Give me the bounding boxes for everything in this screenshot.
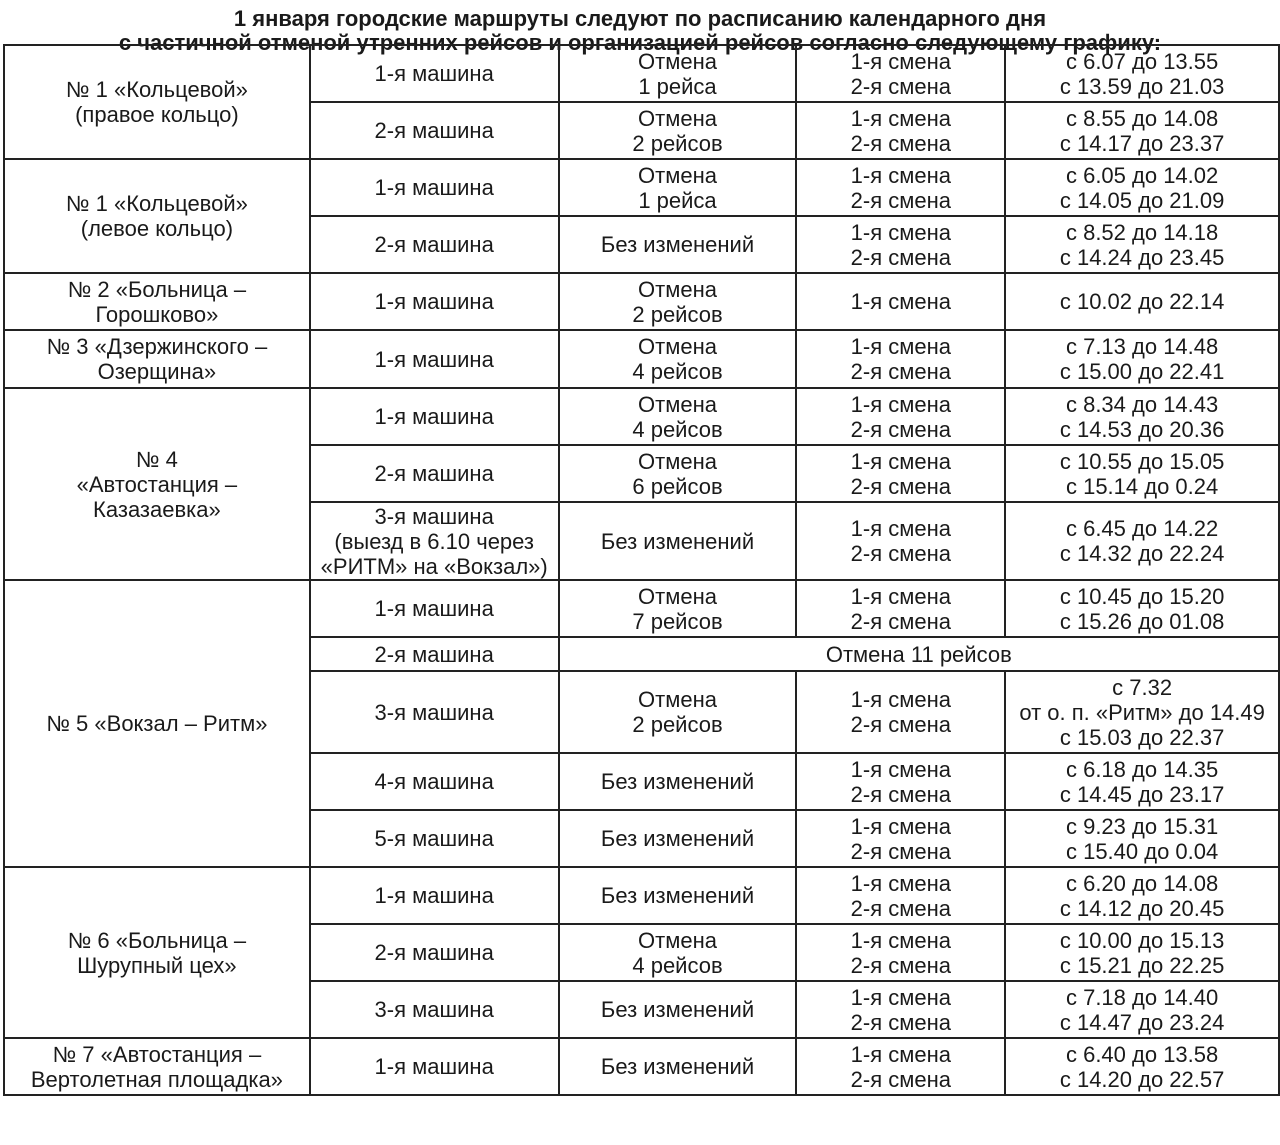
trip-change-cell: Без изменений: [559, 216, 797, 273]
trip-change-cell: Отмена 4 рейсов: [559, 388, 797, 445]
trip-change-cell: Отмена 6 рейсов: [559, 445, 797, 502]
schedule-row: [4, 273, 1279, 330]
route-name-cell: № 1 «Кольцевой» (правое кольцо): [4, 45, 310, 159]
vehicle-cell: 1-я машина: [310, 273, 559, 330]
time-range-cell: с 7.13 до 14.48 с 15.00 до 22.41: [1005, 330, 1279, 388]
shift-cell: 1-я смена 2-я смена: [796, 216, 1005, 273]
trip-change-cell: Отмена 4 рейсов: [559, 924, 797, 981]
shift-cell: 1-я смена 2-я смена: [796, 753, 1005, 810]
shift-cell: 1-я смена 2-я смена: [796, 388, 1005, 445]
schedule-row: [4, 388, 1279, 445]
shift-cell: 1-я смена 2-я смена: [796, 810, 1005, 867]
schedule-table: [3, 44, 1280, 1096]
trip-change-cell: Отмена 7 рейсов: [559, 580, 797, 637]
trip-change-cell: Без изменений: [559, 753, 797, 810]
vehicle-cell: 1-я машина: [310, 867, 559, 924]
time-range-cell: с 7.32 от о. п. «Ритм» до 14.49 с 15.03 до 22.37: [1005, 671, 1279, 753]
vehicle-cell: 4-я машина: [310, 753, 559, 810]
shift-cell: 1-я смена 2-я смена: [796, 102, 1005, 159]
schedule-row: [4, 580, 1279, 637]
route-name-cell: № 3 «Дзержинского – Озерщина»: [4, 330, 310, 388]
shift-cell: 1-я смена 2-я смена: [796, 330, 1005, 388]
header-line-1: 1 января городские маршруты следуют по расписанию календарного дня: [233, 6, 1047, 31]
route-name-cell: № 5 «Вокзал – Ритм»: [4, 580, 310, 867]
time-range-cell: с 6.20 до 14.08 с 14.12 до 20.45: [1005, 867, 1279, 924]
vehicle-cell: 1-я машина: [310, 159, 559, 216]
time-range-cell: с 6.45 до 14.22 с 14.32 до 22.24: [1005, 502, 1279, 580]
time-range-cell: с 10.45 до 15.20 с 15.26 до 01.08: [1005, 580, 1279, 637]
header-line-2: с частичной отменой утренних рейсов и организацией рейсов согласно следующему графику:: [118, 30, 1162, 55]
shift-cell: 1-я смена 2-я смена: [796, 159, 1005, 216]
vehicle-cell: 1-я машина: [310, 580, 559, 637]
time-range-cell: с 10.00 до 15.13 с 15.21 до 22.25: [1005, 924, 1279, 981]
route-name-cell: № 2 «Больница – Горошково»: [4, 273, 310, 330]
vehicle-cell: 2-я машина: [310, 637, 559, 671]
time-range-cell: с 10.55 до 15.05 с 15.14 до 0.24: [1005, 445, 1279, 502]
vehicle-cell: 5-я машина: [310, 810, 559, 867]
trip-change-cell: Отмена 2 рейсов: [559, 273, 797, 330]
vehicle-cell: 3-я машина (выезд в 6.10 через «РИТМ» на «Вокзал»): [310, 502, 559, 580]
time-range-cell: с 6.40 до 13.58 с 14.20 до 22.57: [1005, 1038, 1279, 1095]
shift-cell: 1-я смена 2-я смена: [796, 502, 1005, 580]
time-range-cell: с 8.52 до 14.18 с 14.24 до 23.45: [1005, 216, 1279, 273]
shift-cell: 1-я смена 2-я смена: [796, 981, 1005, 1038]
route-name-cell: № 7 «Автостанция – Вертолетная площадка»: [4, 1038, 310, 1095]
cancellation-note-cell: Отмена 11 рейсов: [559, 637, 1279, 671]
vehicle-cell: 2-я машина: [310, 924, 559, 981]
trip-change-cell: Отмена 4 рейсов: [559, 330, 797, 388]
time-range-cell: с 6.07 до 13.55 с 13.59 до 21.03: [1005, 45, 1279, 102]
shift-cell: 1-я смена 2-я смена: [796, 924, 1005, 981]
time-range-cell: с 6.18 до 14.35 с 14.45 до 23.17: [1005, 753, 1279, 810]
shift-cell: 1-я смена: [796, 273, 1005, 330]
schedule-row: [4, 159, 1279, 216]
time-range-cell: с 6.05 до 14.02 с 14.05 до 21.09: [1005, 159, 1279, 216]
trip-change-cell: Отмена 1 рейса: [559, 45, 797, 102]
schedule-row: [4, 867, 1279, 924]
time-range-cell: с 10.02 до 22.14: [1005, 273, 1279, 330]
vehicle-cell: 1-я машина: [310, 45, 559, 102]
vehicle-cell: 2-я машина: [310, 216, 559, 273]
vehicle-cell: 1-я машина: [310, 1038, 559, 1095]
vehicle-cell: 3-я машина: [310, 671, 559, 753]
trip-change-cell: Отмена 1 рейса: [559, 159, 797, 216]
vehicle-cell: 1-я машина: [310, 388, 559, 445]
shift-cell: 1-я смена 2-я смена: [796, 580, 1005, 637]
vehicle-cell: 3-я машина: [310, 981, 559, 1038]
route-name-cell: № 6 «Больница – Шурупный цех»: [4, 867, 310, 1038]
time-range-cell: с 8.34 до 14.43 с 14.53 до 20.36: [1005, 388, 1279, 445]
route-name-cell: № 1 «Кольцевой» (левое кольцо): [4, 159, 310, 273]
schedule-row: [4, 330, 1279, 388]
shift-cell: 1-я смена 2-я смена: [796, 445, 1005, 502]
schedule-row: [4, 45, 1279, 102]
time-range-cell: с 9.23 до 15.31 с 15.40 до 0.04: [1005, 810, 1279, 867]
vehicle-cell: 2-я машина: [310, 445, 559, 502]
trip-change-cell: Без изменений: [559, 867, 797, 924]
trip-change-cell: Отмена 2 рейсов: [559, 102, 797, 159]
route-name-cell: № 4 «Автостанция – Казазаевка»: [4, 388, 310, 580]
time-range-cell: с 8.55 до 14.08 с 14.17 до 23.37: [1005, 102, 1279, 159]
schedule-row: [4, 1038, 1279, 1095]
vehicle-cell: 2-я машина: [310, 102, 559, 159]
vehicle-cell: 1-я машина: [310, 330, 559, 388]
shift-cell: 1-я смена 2-я смена: [796, 1038, 1005, 1095]
shift-cell: 1-я смена 2-я смена: [796, 867, 1005, 924]
shift-cell: 1-я смена 2-я смена: [796, 45, 1005, 102]
trip-change-cell: Без изменений: [559, 1038, 797, 1095]
schedule-table-body: [4, 45, 1279, 1095]
trip-change-cell: Без изменений: [559, 810, 797, 867]
schedule-header: [0, 0, 1280, 55]
shift-cell: 1-я смена 2-я смена: [796, 671, 1005, 753]
trip-change-cell: Без изменений: [559, 502, 797, 580]
time-range-cell: с 7.18 до 14.40 с 14.47 до 23.24: [1005, 981, 1279, 1038]
trip-change-cell: Отмена 2 рейсов: [559, 671, 797, 753]
trip-change-cell: Без изменений: [559, 981, 797, 1038]
